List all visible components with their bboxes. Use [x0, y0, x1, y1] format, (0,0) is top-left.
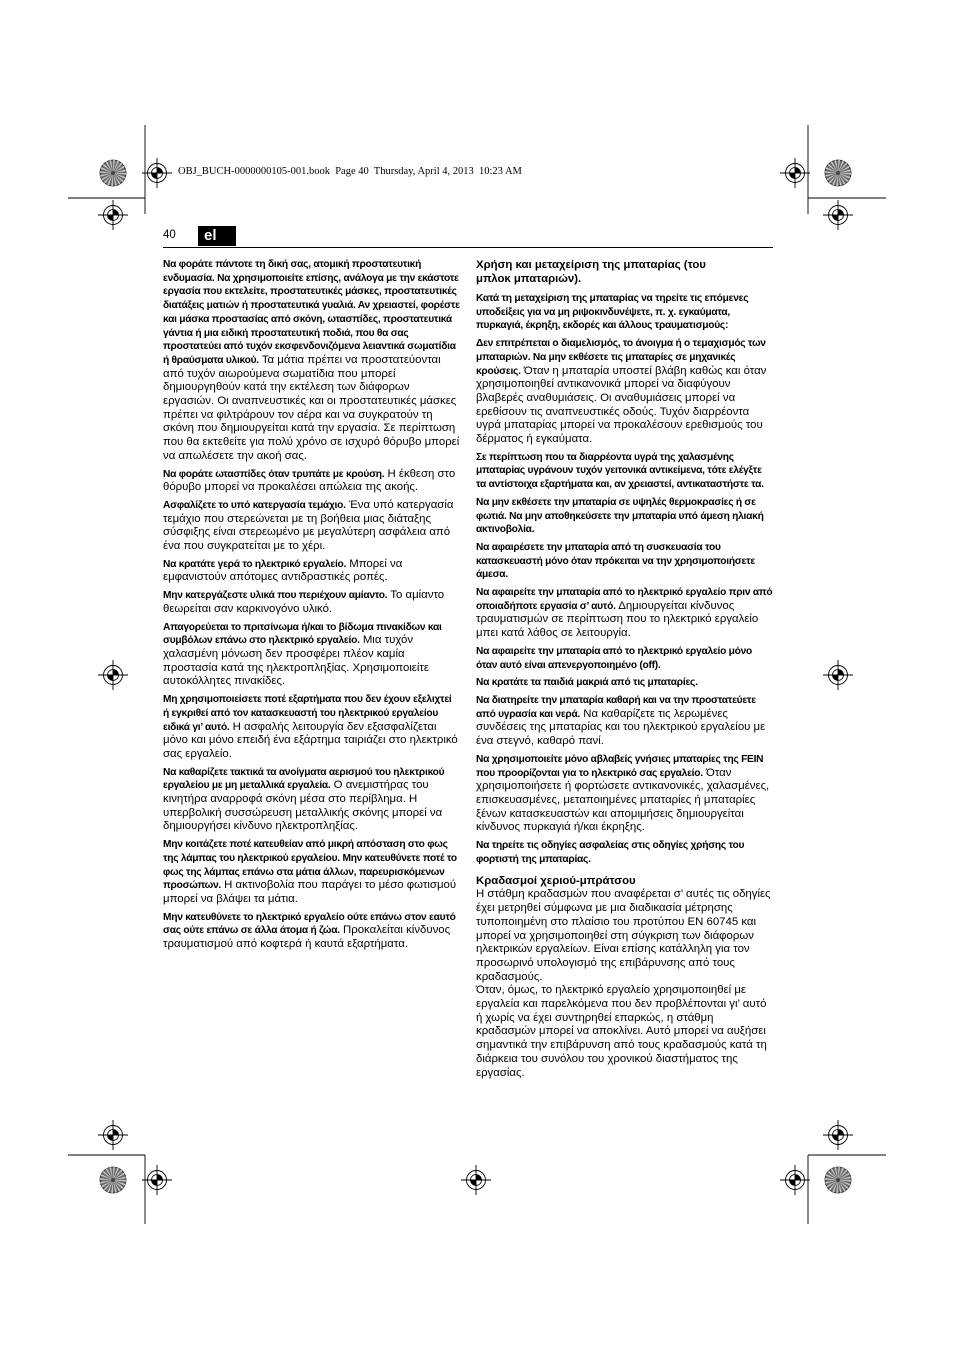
vibration-paragraph: Όταν, όμως, το ηλεκτρικό εργαλείο χρησιμοποιηθεί με εργαλεία και παρελκόμενα που δεν προβλέπονται γι’ αυτό ή χωρίς να έχει συντηρηθεί επαρκώς, η στάθμη κραδασμών μπορεί να αποκλίνει. Αυτό μπορεί να αυξήσει σημαντικά την επιβάρυνση από τους κραδασμούς κατά τη διάρκεια του συνόλου του χρονικού διαστήματος της εργασίας. [476, 984, 767, 1079]
paragraph-text: Να καθαρίζετε τις λερωμένες συνδέσεις της μπαταρίας και του ηλεκτρικού εργαλείου με ένα στεγνό, καθαρό πανί. [476, 707, 766, 748]
left-column [163, 258, 460, 956]
safety-paragraph [163, 589, 460, 616]
safety-paragraph [163, 468, 460, 495]
paragraph-bold: Σε περίπτωση που τα διαρρέοντα υγρά της χαλασμένης μπαταρίας υγράνουν τυχόν γειτονικά αντικείμενα, τότε ελέγξτε τα αντίστοιχα εξαρτήματα και, αν χρειαστεί, αντικαταστήστε τα. [476, 451, 764, 491]
paragraph-bold: Μην κατεργάζεστε υλικά που περιέχουν αμίαντο. [163, 590, 388, 602]
paragraph-text: Ένα υπό κατεργασία τεμάχιο που στερεώνεται με τη βοήθεια μιας διάταξης σύσφιξης είναι στερεωμένο με μεγαλύτερη ασφάλεια από ένα που συγκρατείται με το χέρι. [163, 498, 454, 553]
paragraph-bold: Να αφαιρείτε την μπαταρία από το ηλεκτρικό εργαλείο μόνο όταν αυτό είναι απενεργοποιημένο (off). [476, 645, 753, 671]
file-info-slug: OBJ_BUCH-0000000105-001.book Page 40 Thursday, April 4, 2013 10:23 AM [178, 166, 522, 177]
registration-disc [825, 1167, 851, 1193]
vibration-section-heading: Κραδασμοί χεριού-μπράτσου [476, 875, 636, 888]
safety-paragraph [163, 911, 460, 952]
safety-paragraph [163, 258, 460, 464]
registration-crosshair [823, 1120, 853, 1150]
vibration-paragraph: Η στάθμη κραδασμών που αναφέρεται σ’ αυτές τις οδηγίες έχει μετρηθεί σύμφωνα με μια διαδικασία μέτρησης τυποποιημένη στο πλαίσιο του προτύπου EN 60745 και μπορεί να χρησιμοποιηθεί στη σύγκριση των διάφορων ηλεκτρικών εργαλείων. Είναι επίσης κατάλληλη για τον προσωρινό υπολογισμό της επιβάρυνσης από τους κραδασμούς. [476, 888, 771, 983]
paragraph-bold: Να καθαρίζετε τακτικά τα ανοίγματα αερισμού του ηλεκτρικού εργαλείου με μη μεταλλικά εργαλεία. [163, 766, 445, 792]
safety-paragraph [163, 693, 460, 762]
battery-paragraph [476, 337, 773, 447]
paragraph-bold: Να κρατάτε γερά το ηλεκτρικό εργαλείο. [163, 558, 347, 570]
paragraph-bold: Μην κοιτάζετε ποτέ κατευθείαν από μικρή απόσταση στο φως της λάμπας του ηλεκτρικού εργαλείου. Μην κατευθύνετε ποτέ το φως της λάμπας επάνω στα μάτια άλλων, παρευρισκόμενων προσώπων. [163, 839, 457, 892]
registration-disc [100, 160, 126, 186]
safety-paragraph [163, 838, 460, 907]
paragraph-bold: Κατά τη μεταχείριση της μπαταρίας να τηρείτε τις επόμενες υποδείξεις για να μη ριψοκινδυνέψετε, π. χ. εγκαύματα, πυρκαγιά, έκρηξη, εκδορές και άλλους τραυματισμούς: [476, 293, 749, 332]
safety-paragraph [163, 499, 460, 554]
header-rule [163, 247, 773, 248]
paragraph-bold: Μη χρησιμοποιείσετε ποτέ εξαρτήματα που δεν έχουν εξελιχτεί ή εγκριθεί από τον κατασκευαστή του ηλεκτρικού εργαλείου ειδικά γι’ αυτό. [163, 694, 452, 733]
paragraph-text: Όταν χρησιμοποιήσετε ή φορτώσετε αντικανονικές, χαλασμένες, επισκευασμένες, μεταποιημένες μπαταρίες ή μπαταρίες ξένων κατασκευαστών και απομιμήσεις δημιουργείται κίνδυνος πυρκαγιά ή/και έκρηξης. [476, 766, 770, 834]
paragraph-bold: Να αφαιρείτε την μπαταρία από το ηλεκτρικό εργαλείο πριν από οποιαδήποτε εργασία σ’ αυτό. [476, 587, 773, 612]
registration-disc [100, 1167, 126, 1193]
paragraph-text: Μια τυχόν χαλασμένη μόνωση δεν προσφέρει πλέον καμία προστασία κατά της ηλεκτροπληξίας. Χρησιμοποιείτε αυτοκόλλητες πινακίδες. [163, 634, 429, 688]
language-tab: el [198, 226, 236, 246]
battery-paragraph [476, 753, 773, 835]
registration-disc [825, 160, 851, 186]
registration-crosshair [780, 1165, 810, 1195]
battery-section-heading: Χρήση και μεταχείριση της μπαταρίας (του μπλοκ μπαταριών). [476, 259, 706, 285]
paragraph-bold: Να φοράτε ωτασπίδες όταν τρυπάτε με κρούση. [163, 468, 385, 480]
registration-crosshair [461, 1165, 491, 1195]
battery-paragraph [476, 451, 773, 492]
registration-crosshair [98, 660, 128, 690]
paragraph-bold: Μην κατευθύνετε το ηλεκτρικό εργαλείο ούτε επάνω στον εαυτό σας ούτε επάνω σε άλλα άτομα ή ζώα. [163, 911, 456, 937]
registration-crosshair [98, 1120, 128, 1150]
paragraph-text: Προκαλείται κίνδυνος τραυματισμού από κοφτερά ή καυτά εξαρτήματα. [163, 924, 451, 951]
registration-crosshair [823, 200, 853, 230]
registration-crosshair [98, 200, 128, 230]
battery-paragraph [476, 496, 773, 537]
paragraph-text: Η έκθεση στο θόρυβο μπορεί να προκαλέσει απώλεια της ακοής. [163, 467, 456, 494]
paragraph-bold: Να διατηρείτε την μπαταρία καθαρή και να την προστατεύετε από υγρασία και νερά. [476, 694, 756, 720]
paragraph-bold: Να αφαιρέσετε την μπαταρία από τη συσκευασία του κατασκευαστή μόνο όταν πρόκειται να την χρησιμοποιήσετε άμεσα. [476, 541, 755, 581]
paragraph-text: Ο ανεμιστήρας του κινητήρα αναρροφά σκόνη μέσα στο περίβλημα. Η υπερβολική συσσώρευση μεταλλικής σκόνης μπορεί να δημιουργήσει κίνδυνο ηλεκτροπληξίας. [163, 779, 443, 833]
paragraph-bold: Ασφαλίζετε το υπό κατεργασία τεμάχιο. [163, 499, 346, 511]
battery-paragraph [476, 292, 773, 333]
paragraph-text: Το αμίαντο θεωρείται σαν καρκινογόνο υλικό. [163, 589, 445, 615]
safety-paragraph [163, 766, 460, 835]
battery-paragraph [476, 694, 773, 749]
registration-crosshair [142, 1165, 172, 1195]
safety-paragraph [163, 621, 460, 690]
paragraph-bold: Δεν επιτρέπεται ο διαμελισμός, το άνοιγμα ή ο τεμαχισμός των μπαταριών. Να μην εκθέσετε τις μπαταρίες σε μηχανικές κρούσεις. [476, 338, 766, 377]
paragraph-bold: Να τηρείτε τις οδηγίες ασφαλείας στις οδηγίες χρήσης του φορτιστή της μπαταρίας. [476, 840, 745, 865]
paragraph-text: Δημιουργείται κίνδυνος τραυματισμών σε περίπτωση που το ηλεκτρικό εργαλείο μπει κατά λάθος σε λειτουργία. [476, 599, 759, 640]
battery-paragraph [476, 541, 773, 582]
paragraph-text: Τα μάτια πρέπει να προστατεύονται από τυχόν αιωρούμενα σωματίδια που μπορεί δημιουργηθούν κατά την εκτέλεση των διάφορων εργασιών. Οι αναπνευστικές και οι προστατευτικές μάσκες πρέπει να φιλτράρουν τον αέρα και να συγκρατούν τη σκόνη που δημιουργείται κατά την εργασία. Σε περίπτωση που θα εκτεθείτε για πολύ χρόνο σε ισχυρό θόρυβο μπορεί να απωλέσετε την ακοή σας. [163, 353, 460, 462]
paragraph-bold: Να κρατάτε τα παιδιά μακριά από τις μπαταρίες. [476, 677, 698, 689]
battery-paragraph [476, 839, 773, 866]
paragraph-text: Όταν η μπαταρία υποστεί βλάβη καθώς και όταν χρησιμοποιηθεί αντικανονικά μπορεί να διαφύγουν βλαβερές αναθυμιάσεις. Οι αναθυμιάσεις μπορεί να ερεθίσουν τις αναπνευστικές οδούς. Τυχόν διαρρέοντα υγρά μπαταρίας μπορεί να προκαλέσουν ερεθισμούς του δέρματος ή εγκαύματα. [476, 364, 767, 446]
registration-crosshair [780, 158, 810, 188]
battery-paragraph [476, 586, 773, 641]
registration-crosshair [823, 660, 853, 690]
right-column [476, 258, 773, 1080]
page-number: 40 [163, 229, 176, 241]
registration-crosshair [142, 158, 172, 188]
battery-paragraph [476, 676, 773, 690]
battery-paragraph [476, 645, 773, 672]
safety-paragraph [163, 558, 460, 585]
paragraph-bold: Να φοράτε πάντοτε τη δική σας, ατομική προστατευτική ενδυμασία. Να χρησιμοποιείτε επίσης, ανάλογα με την εκάστοτε εργασία που εκτελείτε, προστατευτικές μάσκες, προστατευτικές διατάξεις ματιών ή προστατευτικά γυαλιά. Αν χρειαστεί, φορέστε και μάσκα προστασίας από σκόνη, ωτασπίδες, προστατευτικά γάντια ή μια ειδική προστατευτική ποδιά, που θα σας προστατεύει από τυχόν εκσφενδονιζόμενα λειαντικά σωματίδια ή θραύσματα υλικού. [163, 259, 460, 366]
paragraph-bold: Να μην εκθέσετε την μπαταρία σε υψηλές θερμοκρασίες ή σε φωτιά. Να μην αποθηκεύσετε την μπαταρία υπό άμεση ηλιακή ακτινοβολία. [476, 496, 764, 536]
paragraph-bold: Απαγορεύεται το πριτσίνωμα ή/και το βίδωμα πινακίδων και συμβόλων επάνω στο ηλεκτρικό εργαλείο. [163, 621, 442, 647]
paragraph-text: Η ακτινοβολία που παράγει το μέσο φωτισμού μπορεί να βλάψει τα μάτια. [163, 879, 457, 905]
paragraph-bold: Να χρησιμοποιείτε μόνο αβλαβείς γνήσιες μπαταρίες της FEIN που προορίζονται για το ηλεκτρικό σας εργαλείο. [476, 753, 764, 779]
paragraph-text: Μπορεί να εμφανιστούν απότομες αντιδραστικές ροπές. [163, 557, 403, 584]
paragraph-text: Η ασφαλής λειτουργία δεν εξασφαλίζεται μόνο και μόνο επειδή ένα εξάρτημα ταιριάζει στο ηλεκτρικό σας εργαλείο. [163, 720, 458, 760]
